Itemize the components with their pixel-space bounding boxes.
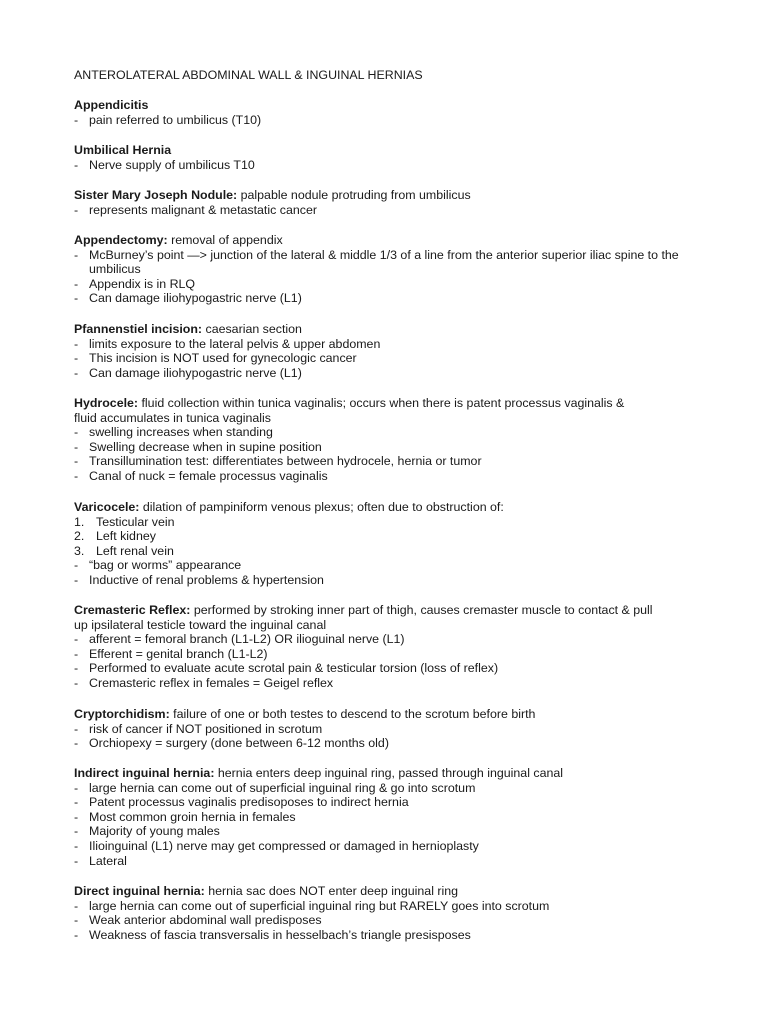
section-heading: Appendicitis [74,98,149,112]
list-item: - represents malignant & metastatic cancer [74,202,317,217]
list-item: - swelling increases when standing [74,425,273,440]
list-item: - Appendix is in RLQ [74,276,196,291]
document-title: ANTEROLATERAL ABDOMINAL WALL & INGUINAL HERNIAS [74,68,423,82]
list-item: - Efferent = genital branch (L1-L2) [74,646,268,661]
list-item: - Inductive of renal problems & hypertension [74,572,324,587]
section-appendicitis [74,98,724,127]
list-item: - Majority of young males [74,824,220,839]
list-item: - Lateral [74,853,127,868]
section-umbilical-hernia [74,143,724,172]
section-heading: Cryptorchidism: failure of one or both testes to descend to the scrotum before birth [74,707,536,721]
list-item: - Orchiopexy = surgery (done between 6-12 months old) [74,736,389,751]
list-item: - Nerve supply of umbilicus T10 [74,157,255,172]
list-item: - Most common groin hernia in females [74,809,296,824]
list-item: 3. Left renal vein [74,543,174,558]
list-item: - Transillumination test: differentiates between hydrocele, hernia or tumor [74,454,482,469]
section-cryptorchidism [74,707,724,751]
list-item: - Can damage iliohypogastric nerve (L1) [74,291,302,306]
section-hydrocele [74,396,644,484]
list-item: - “bag or worms” appearance [74,558,242,573]
section-heading: Sister Mary Joseph Nodule: palpable nodule protruding from umbilicus [74,188,471,202]
list-item: 1. Testicular vein [74,514,175,529]
section-cremasteric-reflex [74,603,659,691]
list-item: - Can damage iliohypogastric nerve (L1) [74,365,302,380]
list-item: - Ilioinguinal (L1) nerve may get compressed or damaged in hernioplasty [74,838,479,853]
list-item: - afferent = femoral branch (L1-L2) OR ilioguinal nerve (L1) [74,632,405,647]
list-item: - Performed to evaluate acute scrotal pain & testicular torsion (loss of reflex) [74,661,499,676]
section-heading: Hydrocele: fluid collection within tunica vaginalis; occurs when there is patent processus vaginalis & fluid accumulates in tunica vaginalis [74,396,625,425]
list-item: - This incision is NOT used for gynecologic cancer [74,351,357,366]
section-direct-inguinal-hernia [74,884,724,942]
list-item: - Canal of nuck = female processus vaginalis [74,468,328,483]
section-heading: Direct inguinal hernia: hernia sac does NOT enter deep inguinal ring [74,884,459,898]
section-heading: Appendectomy: removal of appendix [74,233,283,247]
list-item: - Weak anterior abdominal wall predisposes [74,913,322,928]
list-item: - large hernia can come out of superficial inguinal ring & go into scrotum [74,780,476,795]
list-item: - Patent processus vaginalis predisoposes to indirect hernia [74,795,409,810]
section-varicocele [74,500,724,588]
list-item: - limits exposure to the lateral pelvis & upper abdomen [74,336,381,351]
list-item: - Cremasteric reflex in females = Geigel reflex [74,675,334,690]
list-item: - large hernia can come out of superficial inguinal ring but RARELY goes into scrotum [74,898,550,913]
section-heading: Varicocele: dilation of pampiniform venous plexus; often due to obstruction of: [74,500,504,514]
section-indirect-inguinal-hernia [74,766,724,868]
section-pfannenstiel-incision [74,322,724,380]
section-appendectomy [74,233,724,306]
section-heading: Indirect inguinal hernia: hernia enters deep inguinal ring, passed through inguinal canal [74,766,564,780]
list-item: - pain referred to umbilicus (T10) [74,112,262,127]
section-heading: Cremasteric Reflex: performed by stroking inner part of thigh, causes cremaster muscle to contact & pull up ipsilateral testicle toward the inguinal canal [74,603,653,632]
section-sister-mary-joseph [74,188,724,217]
list-item: - Weakness of fascia transversalis in hesselbach’s triangle presisposes [74,927,471,942]
list-item: - Swelling decrease when in supine position [74,439,322,454]
section-heading: Umbilical Hernia [74,143,172,157]
list-item: - risk of cancer if NOT positioned in scrotum [74,721,323,736]
section-heading: Pfannenstiel incision: caesarian section [74,322,302,336]
list-item: 2. Left kidney [74,529,156,544]
list-item: - McBurney’s point —> junction of the lateral & middle 1/3 of a line from the anterior superior iliac spine to the umbilicus [74,247,679,277]
